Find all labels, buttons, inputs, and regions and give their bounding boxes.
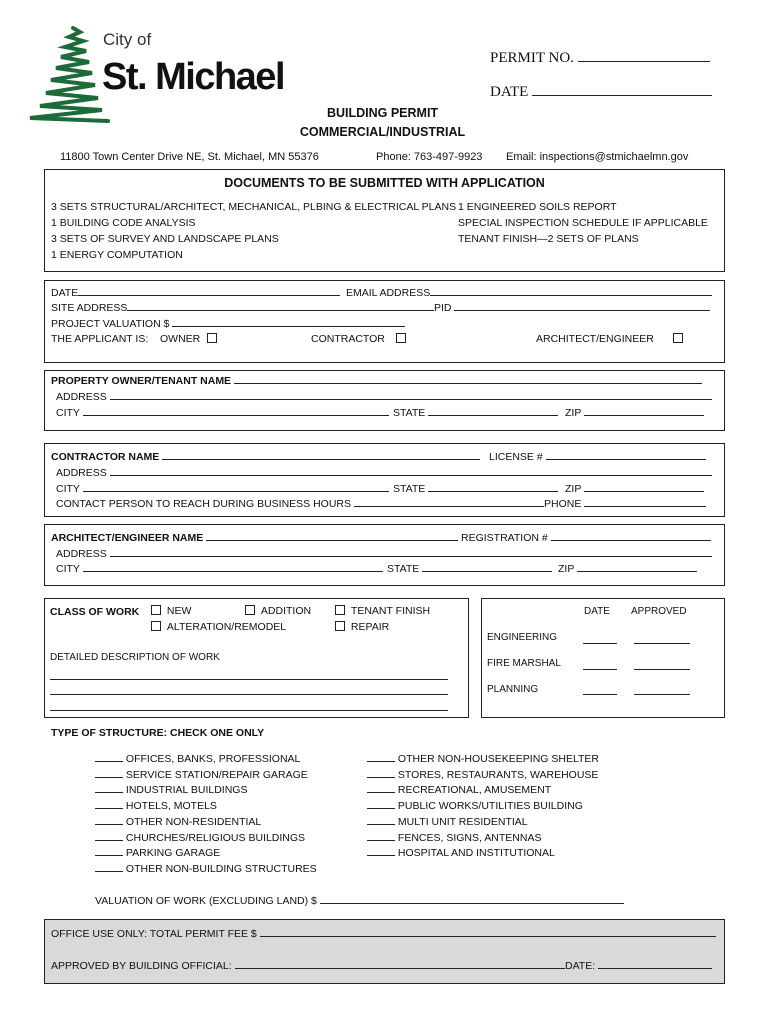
structure-blank[interactable] <box>95 752 123 762</box>
approved-by-label: APPROVED BY BUILDING OFFICIAL: <box>51 960 232 972</box>
approval-row-label: PLANNING <box>487 684 539 695</box>
site-row <box>51 301 434 314</box>
structure-blank[interactable] <box>95 846 123 856</box>
permit-no-field[interactable] <box>578 52 710 62</box>
project-valuation-label: PROJECT VALUATION $ <box>51 318 170 330</box>
approved-by-field[interactable] <box>235 959 565 969</box>
description-line[interactable] <box>50 710 448 711</box>
contractor-name-row <box>51 450 480 463</box>
structure-option-label: MULTI UNIT RESIDENTIAL <box>397 815 528 828</box>
structure-option[interactable] <box>367 799 599 815</box>
documents-item: 3 SETS STRUCTURAL/ARCHITECT, MECHANICAL, PLBING & ELECTRICAL PLANS <box>51 201 457 213</box>
architect-city-label: CITY <box>56 563 80 575</box>
structure-option-label: CHURCHES/RELIGIOUS BUILDINGS <box>125 831 306 844</box>
addition-option <box>245 605 311 617</box>
contractor-zip-row <box>565 482 704 495</box>
structure-option-label: RECREATIONAL, AMUSEMENT <box>397 784 552 797</box>
architect-address-field[interactable] <box>110 547 712 557</box>
license-row <box>489 450 706 463</box>
contractor-phone-label: PHONE <box>544 498 582 510</box>
documents-item: 1 BUILDING CODE ANALYSIS <box>51 217 196 229</box>
description-line[interactable] <box>50 679 448 680</box>
structure-option[interactable] <box>95 768 317 784</box>
addition-label: ADDITION <box>260 605 312 617</box>
new-option <box>151 605 191 617</box>
alteration-checkbox[interactable] <box>151 621 161 631</box>
owner-zip-label: ZIP <box>565 407 582 419</box>
documents-heading: DOCUMENTS TO BE SUBMITTED WITH APPLICATION <box>224 176 545 190</box>
contact-row <box>56 497 544 510</box>
permit-date-label: DATE <box>490 84 529 100</box>
structure-option-label: FENCES, SIGNS, ANTENNAS <box>397 831 542 844</box>
approval-date-field[interactable] <box>583 694 617 695</box>
structure-option[interactable] <box>367 831 599 847</box>
contractor-city-label: CITY <box>56 483 80 495</box>
site-address-label: SITE ADDRESS <box>51 302 128 314</box>
architect-state-field[interactable] <box>422 562 552 572</box>
owner-address-row <box>56 390 712 403</box>
structure-option[interactable] <box>95 846 317 862</box>
contractor-state-label: STATE <box>393 483 426 495</box>
approval-approved-field[interactable] <box>634 643 690 644</box>
description-line[interactable] <box>50 694 448 695</box>
contractor-option <box>311 333 406 345</box>
owner-name-label: PROPERTY OWNER/TENANT NAME <box>51 375 232 387</box>
documents-right-list <box>458 199 708 247</box>
architect-name-field[interactable] <box>206 531 458 541</box>
approvals-date-header: DATE <box>584 606 610 617</box>
contact-field[interactable] <box>354 497 544 507</box>
architect-zip-field[interactable] <box>577 562 697 572</box>
structure-blank[interactable] <box>367 768 395 778</box>
date-row <box>51 286 340 299</box>
approved-by-row <box>51 959 565 972</box>
registration-row <box>461 531 711 544</box>
applicant-label: THE APPLICANT IS: <box>51 333 149 345</box>
license-label: LICENSE # <box>489 451 543 463</box>
structure-right-list <box>367 752 599 862</box>
registration-field[interactable] <box>551 531 711 541</box>
architect-zip-row <box>558 562 697 575</box>
contractor-label: CONTRACTOR <box>311 333 385 345</box>
architect-zip-label: ZIP <box>558 563 575 575</box>
structure-option[interactable] <box>367 815 599 831</box>
structure-left-list <box>95 752 317 878</box>
documents-item: 1 ENGINEERED SOILS REPORT <box>458 201 617 213</box>
architect-label: ARCHITECT/ENGINEER <box>536 333 654 345</box>
structure-blank[interactable] <box>95 815 123 825</box>
contractor-phone-row <box>544 497 706 510</box>
valuation-of-work-label: VALUATION OF WORK (EXCLUDING LAND) $ <box>95 895 317 907</box>
valuation-of-work-field[interactable] <box>320 894 624 904</box>
email-label: EMAIL ADDRESS <box>346 287 431 299</box>
contractor-phone-field[interactable] <box>584 497 706 507</box>
approval-approved-field[interactable] <box>634 669 690 670</box>
owner-option <box>160 333 217 345</box>
email-row <box>346 286 712 299</box>
alteration-option <box>151 621 286 633</box>
structure-option[interactable] <box>95 862 317 878</box>
structure-option-label: INDUSTRIAL BUILDINGS <box>125 784 248 797</box>
structure-blank[interactable] <box>367 783 395 793</box>
permit-no-row <box>490 50 710 67</box>
documents-item: TENANT FINISH—2 SETS OF PLANS <box>458 233 639 245</box>
structure-blank[interactable] <box>95 831 123 841</box>
owner-checkbox[interactable] <box>207 333 217 343</box>
city-of-text: City of <box>103 30 152 49</box>
structure-option[interactable] <box>367 783 599 799</box>
structure-option-label: OTHER NON-BUILDING STRUCTURES <box>125 862 317 875</box>
contractor-address-label: ADDRESS <box>56 467 107 479</box>
city-name-text: St. Michael <box>102 56 284 98</box>
architect-checkbox[interactable] <box>673 333 683 343</box>
pid-field[interactable] <box>454 301 710 311</box>
owner-state-row <box>393 406 558 419</box>
owner-state-label: STATE <box>393 407 426 419</box>
license-field[interactable] <box>546 450 706 460</box>
new-checkbox[interactable] <box>151 605 161 615</box>
permit-fee-field[interactable] <box>260 927 716 937</box>
pid-label: PID <box>434 302 452 314</box>
city-address: 11800 Town Center Drive NE, St. Michael, MN 55376 <box>60 151 319 163</box>
city-phone: Phone: 763-497-9923 <box>376 151 483 163</box>
documents-left-list <box>51 199 456 263</box>
architect-address-row <box>56 547 712 560</box>
approval-row-label: FIRE MARSHAL <box>487 658 561 669</box>
structure-blank[interactable] <box>95 862 123 872</box>
repair-option <box>335 621 389 633</box>
approval-date-field[interactable] <box>583 643 617 644</box>
applicant-row <box>51 333 148 345</box>
architect-state-row <box>387 562 552 575</box>
architect-city-field[interactable] <box>83 562 383 572</box>
structure-blank[interactable] <box>367 752 395 762</box>
owner-address-label: ADDRESS <box>56 391 107 403</box>
structure-option-label: PUBLIC WORKS/UTILITIES BUILDING <box>397 800 583 813</box>
structure-option-label: OTHER NON-HOUSEKEEPING SHELTER <box>397 753 600 765</box>
office-date-row <box>565 959 712 972</box>
tenant-finish-label: TENANT FINISH <box>350 605 431 617</box>
contact-label: CONTACT PERSON TO REACH DURING BUSINESS HOURS <box>56 498 352 510</box>
structure-blank[interactable] <box>367 846 395 856</box>
owner-name-field[interactable] <box>234 374 702 384</box>
contractor-zip-label: ZIP <box>565 483 582 495</box>
approval-row-label: ENGINEERING <box>487 632 558 643</box>
permit-date-field[interactable] <box>532 86 712 96</box>
email-field[interactable] <box>430 286 712 296</box>
repair-checkbox[interactable] <box>335 621 345 631</box>
date-field[interactable] <box>78 286 340 296</box>
structure-option-label: PARKING GARAGE <box>125 847 221 860</box>
form-title-line1: BUILDING PERMIT <box>326 106 439 120</box>
site-address-field[interactable] <box>127 301 434 311</box>
owner-label: OWNER <box>160 333 201 345</box>
structure-option[interactable] <box>95 752 317 768</box>
structure-blank[interactable] <box>367 815 395 825</box>
structure-option[interactable] <box>95 831 317 847</box>
structure-option-label: STORES, RESTAURANTS, WAREHOUSE <box>397 768 599 781</box>
owner-state-field[interactable] <box>428 406 558 416</box>
approval-date-field[interactable] <box>583 669 617 670</box>
owner-city-field[interactable] <box>83 406 389 416</box>
office-date-field[interactable] <box>598 959 712 969</box>
contractor-zip-field[interactable] <box>584 482 704 492</box>
architect-city-row <box>56 562 383 575</box>
new-label: NEW <box>166 605 192 617</box>
structure-option-label: OTHER NON-RESIDENTIAL <box>125 815 262 828</box>
alteration-label: ALTERATION/REMODEL <box>166 621 287 633</box>
structure-option-label: HOSPITAL AND INSTITUTIONAL <box>397 847 555 860</box>
permit-fee-label: OFFICE USE ONLY: TOTAL PERMIT FEE $ <box>51 928 257 940</box>
architect-state-label: STATE <box>387 563 420 575</box>
city-email: Email: inspections@stmichaelmn.gov <box>506 151 689 163</box>
architect-option <box>536 333 683 345</box>
contractor-city-field[interactable] <box>83 482 389 492</box>
structure-blank[interactable] <box>367 831 395 841</box>
office-date-label: DATE: <box>565 960 596 972</box>
structure-option-label: OFFICES, BANKS, PROFESSIONAL <box>125 753 301 765</box>
structure-option-label: HOTELS, MOTELS <box>125 800 217 813</box>
architect-name-label: ARCHITECT/ENGINEER NAME <box>51 532 204 544</box>
contractor-name-field[interactable] <box>162 450 480 460</box>
documents-item: 3 SETS OF SURVEY AND LANDSCAPE PLANS <box>51 233 279 245</box>
addition-checkbox[interactable] <box>245 605 255 615</box>
contractor-name-label: CONTRACTOR NAME <box>51 451 160 463</box>
approvals-approved-header: APPROVED <box>631 606 687 617</box>
form-title-line2: COMMERCIAL/INDUSTRIAL <box>299 125 466 139</box>
form-title <box>0 104 765 142</box>
owner-address-field[interactable] <box>110 390 712 400</box>
owner-zip-field[interactable] <box>584 406 704 416</box>
approval-approved-field[interactable] <box>634 694 690 695</box>
valuation-of-work-row <box>95 894 624 907</box>
documents-item: 1 ENERGY COMPUTATION <box>51 249 183 261</box>
structure-option[interactable] <box>367 768 599 784</box>
contractor-checkbox[interactable] <box>396 333 406 343</box>
documents-item: SPECIAL INSPECTION SCHEDULE IF APPLICABLE <box>458 217 708 229</box>
architect-name-row <box>51 531 458 544</box>
repair-label: REPAIR <box>350 621 390 633</box>
structure-option[interactable] <box>95 799 317 815</box>
structure-blank[interactable] <box>367 799 395 809</box>
tenant-finish-checkbox[interactable] <box>335 605 345 615</box>
structure-option[interactable] <box>95 815 317 831</box>
contractor-address-field[interactable] <box>110 466 712 476</box>
owner-city-row <box>56 406 389 419</box>
owner-zip-row <box>565 406 704 419</box>
permit-no-label: PERMIT NO. <box>490 50 574 66</box>
structure-blank[interactable] <box>95 783 123 793</box>
structure-option-label: SERVICE STATION/REPAIR GARAGE <box>125 768 308 781</box>
contractor-city-row <box>56 482 389 495</box>
structure-option[interactable] <box>95 783 317 799</box>
class-of-work-label: CLASS OF WORK <box>50 606 140 618</box>
structure-option[interactable] <box>367 752 599 768</box>
tenant-finish-option <box>335 605 430 617</box>
valuation-row <box>51 317 405 330</box>
date-label: DATE <box>51 287 79 299</box>
architect-address-label: ADDRESS <box>56 548 107 560</box>
structure-blank[interactable] <box>95 799 123 809</box>
pid-row <box>434 301 710 314</box>
structure-heading: TYPE OF STRUCTURE: CHECK ONE ONLY <box>51 727 265 739</box>
project-valuation-field[interactable] <box>172 317 405 327</box>
owner-name-row <box>51 374 702 387</box>
registration-label: REGISTRATION # <box>461 532 548 544</box>
description-label: DETAILED DESCRIPTION OF WORK <box>50 652 220 663</box>
contractor-state-field[interactable] <box>428 482 558 492</box>
structure-blank[interactable] <box>95 768 123 778</box>
contractor-address-row <box>56 466 712 479</box>
owner-city-label: CITY <box>56 407 80 419</box>
structure-option[interactable] <box>367 846 599 862</box>
permit-date-row <box>490 84 712 101</box>
permit-fee-row <box>51 927 716 940</box>
contractor-state-row <box>393 482 558 495</box>
